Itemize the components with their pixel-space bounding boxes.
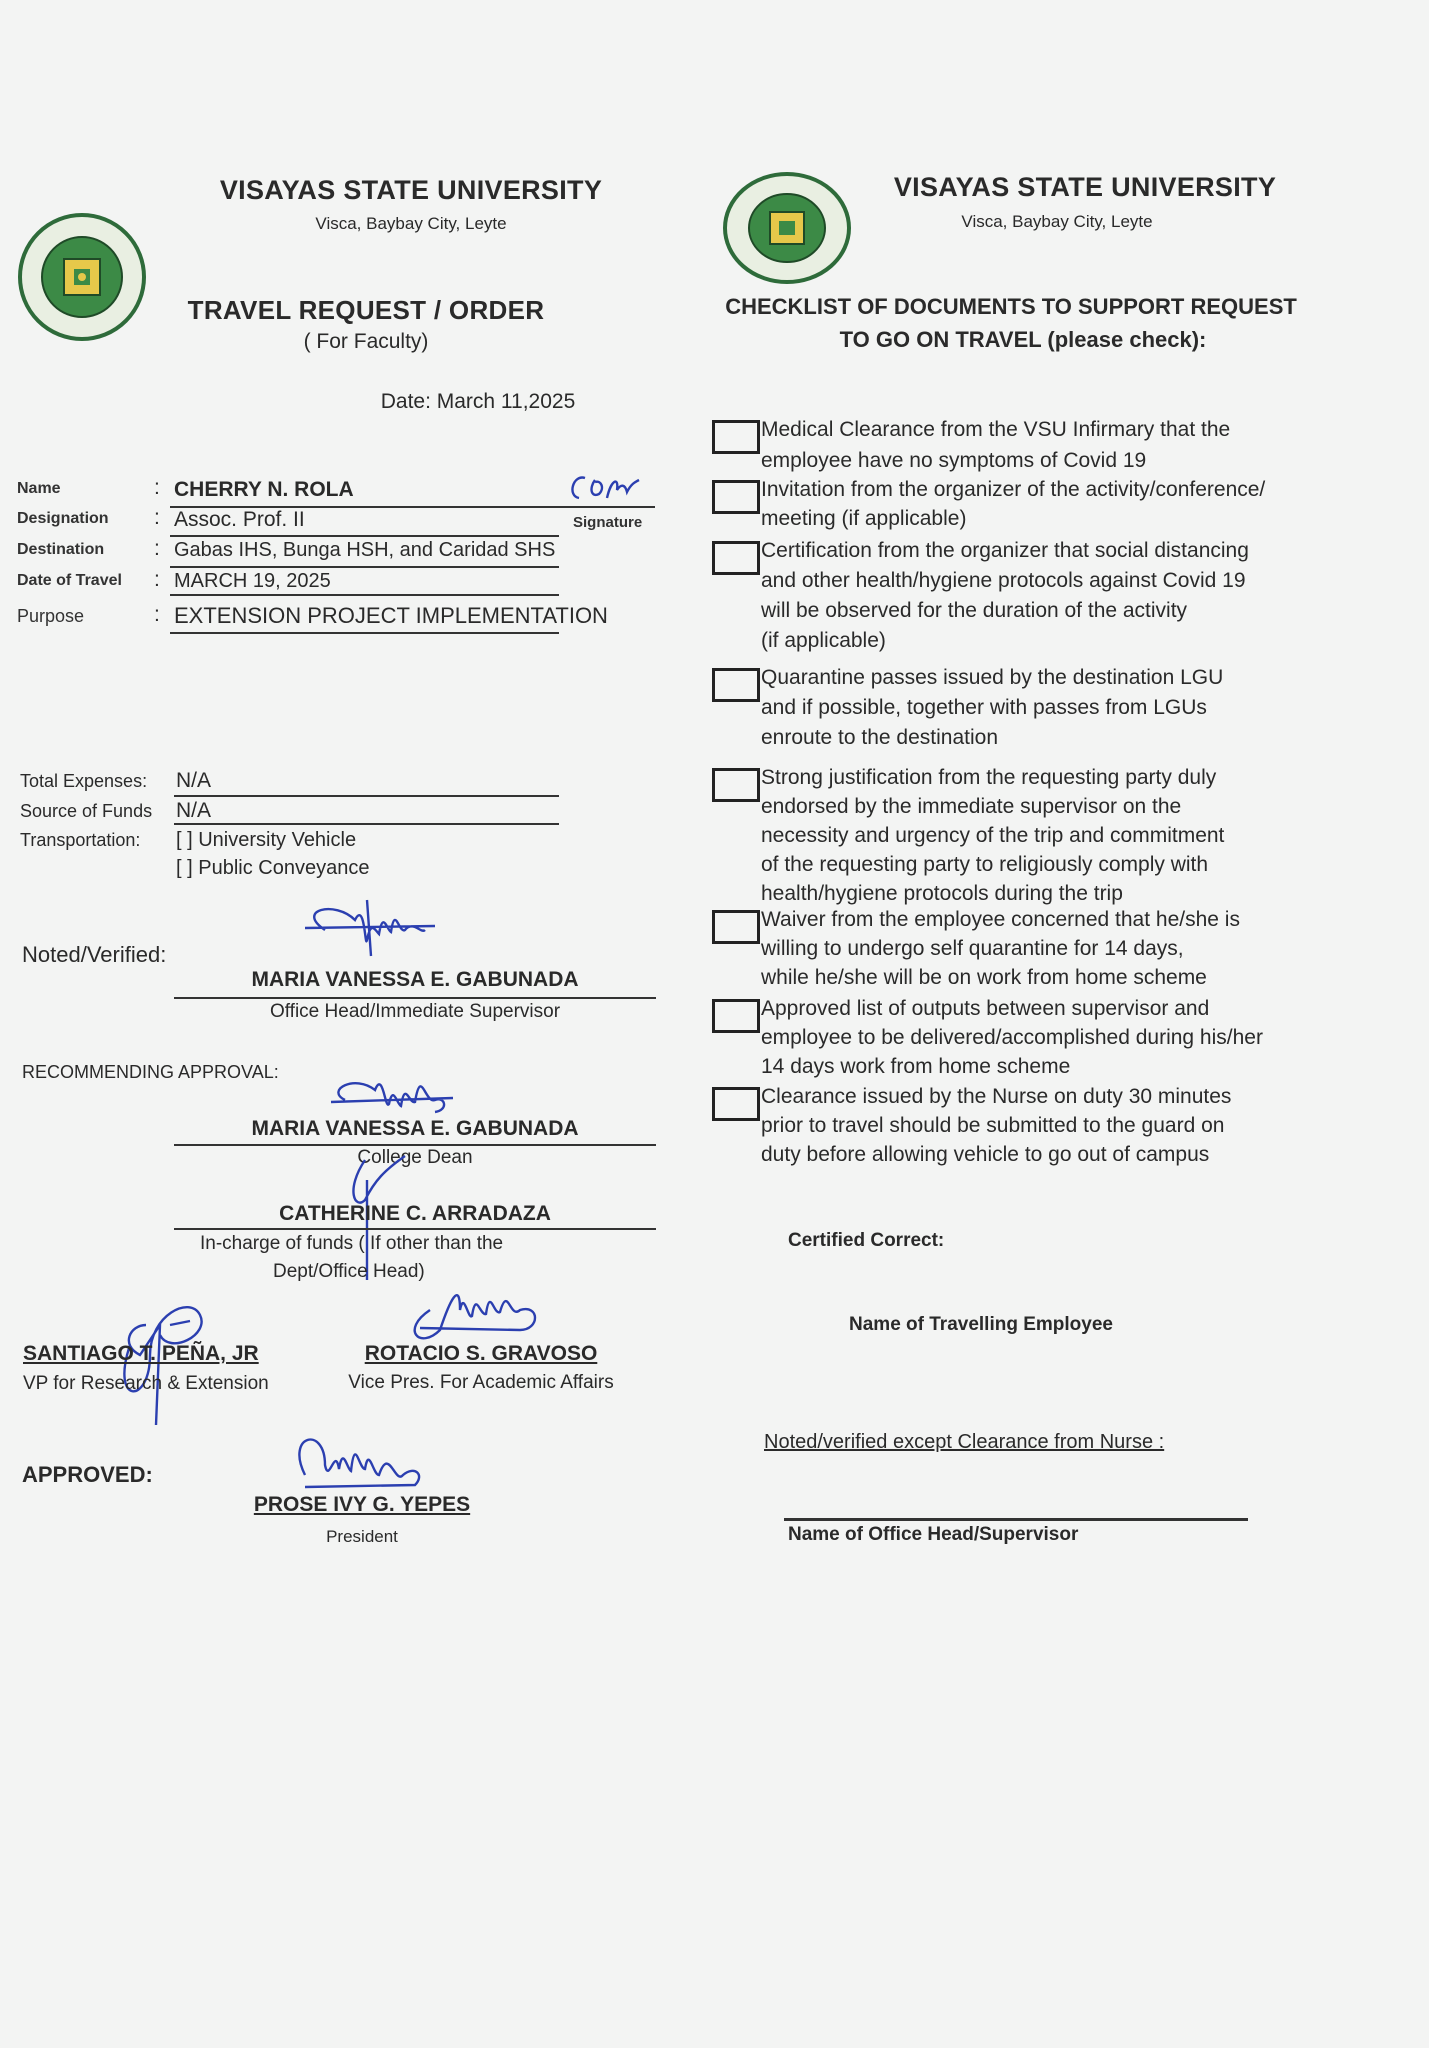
checklist-checkbox[interactable] bbox=[712, 668, 760, 702]
checklist-item-text: Certification from the organizer that social distancing bbox=[761, 539, 1249, 562]
vp-academic-name: ROTACIO S. GRAVOSO bbox=[364, 1342, 598, 1365]
checklist-item-text: willing to undergo self quarantine for 14 days, bbox=[761, 937, 1184, 960]
checklist-item-text: Quarantine passes issued by the destination LGU bbox=[761, 666, 1224, 689]
name-value: CHERRY N. ROLA bbox=[174, 478, 354, 501]
total-expenses-underline bbox=[174, 795, 559, 797]
date-of-travel-label: Date of Travel bbox=[17, 572, 122, 589]
supervisor-title: Office Head/Immediate Supervisor bbox=[269, 1001, 561, 1022]
approved-label: APPROVED: bbox=[22, 1462, 153, 1487]
president-name: PROSE IVY G. YEPES bbox=[253, 1493, 471, 1516]
checklist-item-text: and if possible, together with passes from LGUs bbox=[761, 696, 1207, 719]
checklist-checkbox[interactable] bbox=[712, 999, 760, 1033]
destination-underline bbox=[170, 566, 559, 568]
name-label: Name bbox=[17, 480, 61, 497]
form-subtitle: ( For Faculty) bbox=[303, 330, 429, 353]
checklist-item-text: meeting (if applicable) bbox=[761, 507, 967, 530]
destination-value: Gabas IHS, Bunga HSH, and Caridad SHS bbox=[174, 539, 556, 561]
date-of-travel-underline bbox=[170, 594, 559, 596]
colon: : bbox=[154, 603, 160, 626]
transport-option-university-vehicle[interactable]: [ ] University Vehicle bbox=[176, 829, 357, 851]
university-seal-logo-right bbox=[722, 171, 852, 286]
noted-verified-label: Noted/Verified: bbox=[22, 942, 167, 967]
dean-name: MARIA VANESSA E. GABUNADA bbox=[251, 1117, 579, 1140]
university-address-right: Visca, Baybay City, Leyte bbox=[961, 212, 1153, 231]
colon: : bbox=[154, 476, 160, 499]
checklist-item-text: duty before allowing vehicle to go out of campus bbox=[761, 1143, 1210, 1166]
source-of-funds-label: Source of Funds bbox=[20, 801, 153, 821]
university-name: VISAYAS STATE UNIVERSITY bbox=[219, 175, 603, 205]
checklist-checkbox[interactable] bbox=[712, 420, 760, 454]
office-head-signature-line bbox=[784, 1518, 1248, 1521]
checklist-checkbox[interactable] bbox=[712, 768, 760, 802]
funds-incharge-title-cont: Dept/Office Head) bbox=[273, 1261, 425, 1282]
noted-except-nurse-label: Noted/verified except Clearance from Nurse : bbox=[764, 1431, 1165, 1453]
checklist-item-text: necessity and urgency of the trip and commitment bbox=[761, 824, 1225, 847]
designation-label: Designation bbox=[17, 510, 109, 527]
certified-correct-label: Certified Correct: bbox=[788, 1230, 945, 1251]
vp-research-title: VP for Research & Extension bbox=[23, 1373, 269, 1394]
purpose-label: Purpose bbox=[17, 606, 85, 626]
transportation-label: Transportation: bbox=[20, 830, 141, 850]
designation-underline bbox=[170, 535, 559, 537]
total-expenses-label: Total Expenses: bbox=[20, 771, 148, 791]
checklist-checkbox[interactable] bbox=[712, 910, 760, 944]
checklist-item-text: Waiver from the employee concerned that he/she is bbox=[761, 908, 1240, 931]
colon: : bbox=[154, 506, 160, 529]
checklist-item-text: 14 days work from home scheme bbox=[761, 1055, 1071, 1078]
checklist-item-text: Invitation from the organizer of the activity/conference/ bbox=[761, 478, 1266, 501]
checklist-title-cont: TO GO ON TRAVEL (please check): bbox=[839, 327, 1207, 352]
checklist-item-text: of the requesting party to religiously comply with bbox=[761, 853, 1209, 876]
university-address: Visca, Baybay City, Leyte bbox=[315, 214, 507, 233]
office-head-label: Name of Office Head/Supervisor bbox=[788, 1524, 1079, 1545]
date-of-travel-value: MARCH 19, 2025 bbox=[174, 570, 331, 592]
checklist-item-text: endorsed by the immediate supervisor on the bbox=[761, 795, 1182, 818]
checklist-checkbox[interactable] bbox=[712, 480, 760, 514]
checklist-item-text: health/hygiene protocols during the trip bbox=[761, 882, 1123, 905]
university-name-right: VISAYAS STATE UNIVERSITY bbox=[893, 172, 1277, 202]
checklist-item-text: Clearance issued by the Nurse on duty 30 minutes bbox=[761, 1085, 1232, 1108]
checklist-item-text: employee have no symptoms of Covid 19 bbox=[761, 449, 1147, 472]
source-of-funds-underline bbox=[174, 823, 559, 825]
dean-title: College Dean bbox=[357, 1147, 473, 1168]
colon: : bbox=[154, 537, 160, 560]
checklist-item-text: Approved list of outputs between supervisor and bbox=[761, 997, 1210, 1020]
funds-incharge-signature-line bbox=[174, 1228, 656, 1230]
vp-academic-signature bbox=[400, 1270, 550, 1350]
checklist-item-text: prior to travel should be submitted to the guard on bbox=[761, 1114, 1225, 1137]
source-of-funds-value: N/A bbox=[176, 799, 212, 822]
checklist-item-text: Medical Clearance from the VSU Infirmary that the bbox=[761, 418, 1231, 441]
checklist-item-text: and other health/hygiene protocols against Covid 19 bbox=[761, 569, 1246, 592]
travelling-employee-label: Name of Travelling Employee bbox=[849, 1314, 1113, 1335]
form-title: TRAVEL REQUEST / ORDER bbox=[187, 295, 545, 325]
designation-value: Assoc. Prof. II bbox=[174, 508, 305, 531]
applicant-signature bbox=[565, 470, 645, 506]
supervisor-name: MARIA VANESSA E. GABUNADA bbox=[251, 968, 579, 991]
supervisor-signature bbox=[295, 890, 445, 960]
funds-incharge-title: In-charge of funds ( If other than the bbox=[200, 1233, 504, 1254]
purpose-value: EXTENSION PROJECT IMPLEMENTATION bbox=[174, 603, 608, 628]
signature-label: Signature bbox=[573, 514, 643, 531]
checklist-item-text: while he/she will be on work from home scheme bbox=[761, 966, 1207, 989]
recommending-approval-label: RECOMMENDING APPROVAL: bbox=[22, 1062, 279, 1082]
checklist-item-text: will be observed for the duration of the activity bbox=[761, 599, 1188, 622]
colon: : bbox=[154, 568, 160, 591]
funds-incharge-name: CATHERINE C. ARRADAZA bbox=[279, 1202, 551, 1225]
president-title: President bbox=[326, 1527, 398, 1546]
purpose-underline bbox=[170, 632, 559, 634]
checklist-checkbox[interactable] bbox=[712, 541, 760, 575]
destination-label: Destination bbox=[17, 541, 105, 558]
checklist-title: CHECKLIST OF DOCUMENTS TO SUPPORT REQUEST bbox=[725, 294, 1297, 319]
checklist-item-text: enroute to the destination bbox=[761, 726, 999, 749]
total-expenses-value: N/A bbox=[176, 769, 212, 792]
vp-research-name: SANTIAGO T. PEÑA, JR bbox=[23, 1342, 259, 1365]
dean-signature-line bbox=[174, 1144, 656, 1146]
checklist-item-text: (if applicable) bbox=[761, 629, 886, 652]
supervisor-signature-line bbox=[174, 997, 656, 999]
checklist-item-text: Strong justification from the requesting party duly bbox=[761, 766, 1217, 789]
transport-option-public-conveyance[interactable]: [ ] Public Conveyance bbox=[176, 857, 370, 879]
checklist-checkbox[interactable] bbox=[712, 1087, 760, 1121]
form-date: Date: March 11,2025 bbox=[380, 390, 576, 413]
checklist-item-text: employee to be delivered/accomplished during his/her bbox=[761, 1026, 1263, 1049]
vp-academic-title: Vice Pres. For Academic Affairs bbox=[348, 1372, 614, 1393]
university-seal-logo bbox=[17, 212, 147, 342]
